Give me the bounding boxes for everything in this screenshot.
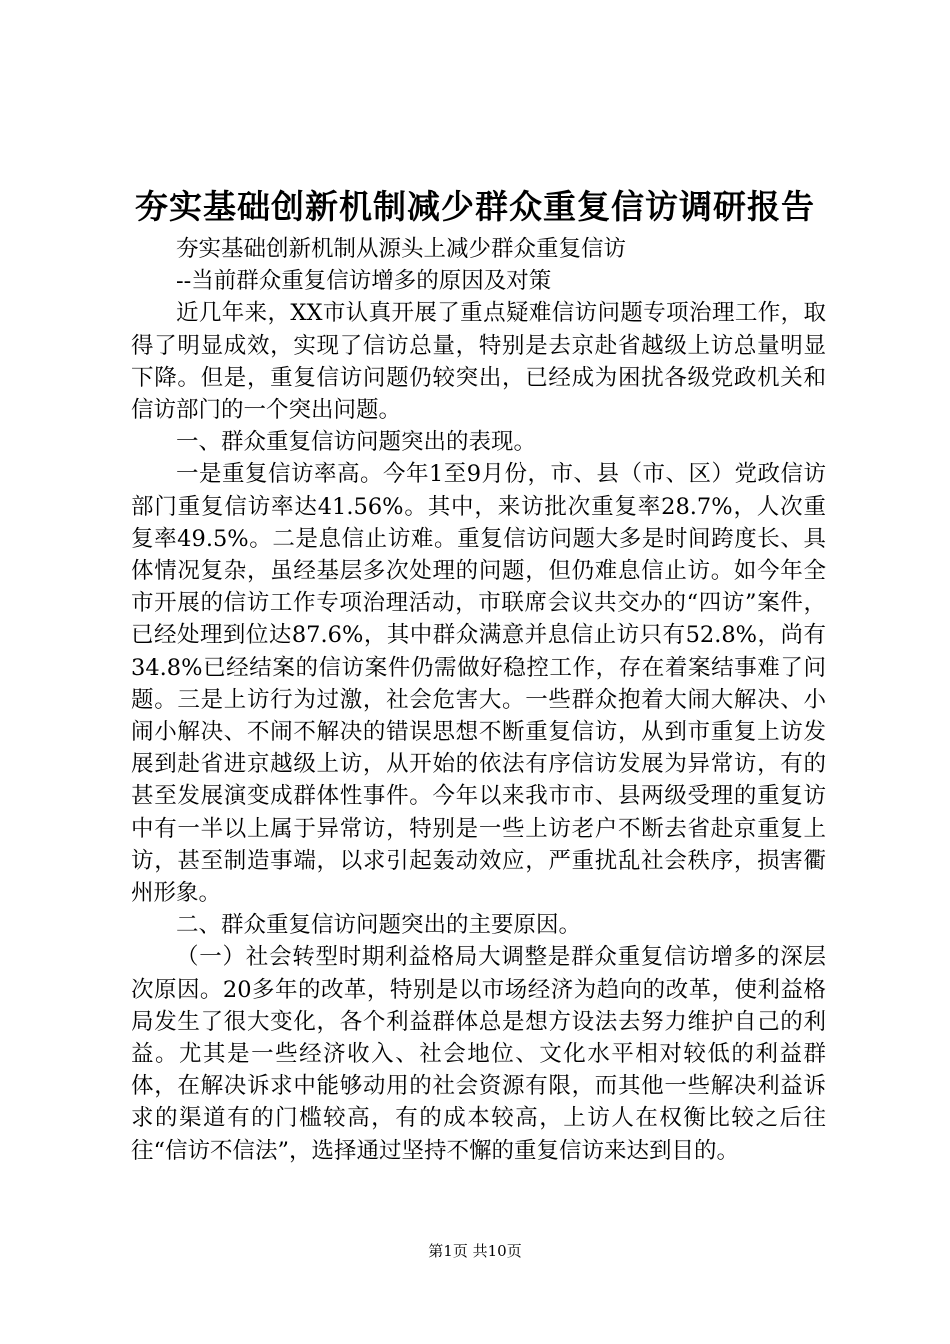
body-paragraph: 近几年来，XX市认真开展了重点疑难信访问题专项治理工作，取得了明显成效，实现了信访总量，特别是去京赴省越级上访总量明显下降。但是，重复信访问题仍较突出，已经成为困扰各级党政机关和信访部门的一个突出问题。 — [131, 300, 826, 424]
page-number: 第1页 共10页 — [428, 1242, 522, 1260]
section-heading: 一、群众重复信访问题突出的表现。 — [176, 429, 537, 456]
body-paragraph: 一是重复信访率高。今年1至9月份，市、县（市、区）党政信访部门重复信访率达41.56%。其中，来访批次重复率28.7%，人次重复率49.5%。二是息信止访难。重复信访问题大多是时间跨度长、具体情况复杂，虽经基层多次处理的问题，但仍难息信止访。如今年全市开展的信访工作专项治理活动，市联席会议共交办的“四访”案件，已经处理到位达87.6%，其中群众满意并息信止访只有52.8%，尚有34.8%已经结案的信访案件仍需做好稳控工作，存在着案结事难了问题。三是上访行为过激，社会危害大。一些群众抱着大闹大解决、小闹小解决、不闹不解决的错误思想不断重复信访，从到市重复上访发展到赴省进京越级上访，从开始的依法有序信访发展为异常访，有的甚至发展演变成群体性事件。今年以来我市市、县两级受理的重复访中有一半以上属于异常访，特别是一些上访老户不断去省赴京重复上访，甚至制造事端，以求引起轰动效应，严重扰乱社会秩序，损害衢州形象。 — [131, 461, 826, 907]
body-paragraph: （一）社会转型时期利益格局大调整是群众重复信访增多的深层次原因。20多年的改革，特别是以市场经济为趋向的改革，使利益格局发生了很大变化，各个利益群体总是想方设法去努力维护自己的利益。尤其是一些经济收入、社会地位、文化水平相对较低的利益群体，在解决诉求中能够动用的社会资源有限，而其他一些解决利益诉求的渠道有的门槛较高，有的成本较高，上访人在权衡比较之后往往“信访不信法”，选择通过坚持不懈的重复信访来达到目的。 — [131, 944, 826, 1164]
document-title: 夯实基础创新机制减少群众重复信访调研报告 — [135, 187, 815, 226]
section-heading: 二、群众重复信访问题突出的主要原因。 — [176, 912, 582, 939]
document-body — [131, 233, 826, 1167]
subtitle-line: --当前群众重复信访增多的原因及对策 — [176, 268, 552, 295]
subtitle-line: 夯实基础创新机制从源头上减少群众重复信访 — [176, 236, 627, 262]
